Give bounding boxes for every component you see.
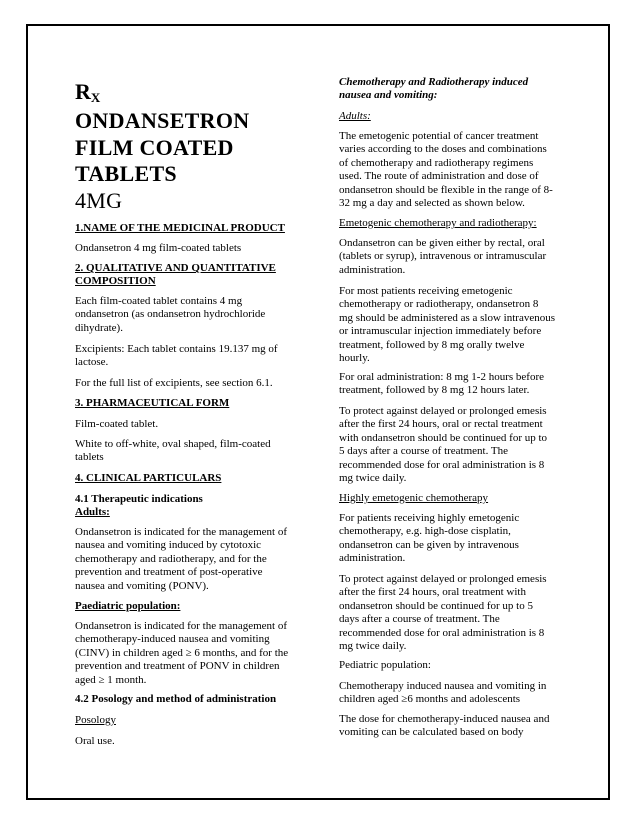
section-4-heading: 4. CLINICAL PARTICULARS — [75, 472, 222, 484]
pediatric-label: Pediatric population: — [339, 659, 431, 671]
posology-label: Posology — [75, 714, 116, 726]
paediatric-label: Paediatric population: — [75, 600, 181, 612]
section-2-heading: 2. QUALITATIVE AND QUANTITATIVE — [75, 262, 276, 274]
product-title — [75, 108, 249, 214]
delayed-emesis-paragraph: To protect against delayed or prolonged emesis after the first 24 hours, oral or rectal treatment with ondansetron should be continued for up to 5 days after a course of treatment. The recommended dose for oral administration is 8 mg twice daily. — [339, 405, 548, 485]
composition-paragraph: Each film-coated tablet contains 4 mg ondansetron (as ondansetron hydrochloride dihydrate). — [75, 295, 266, 334]
section-3-heading: 3. PHARMACEUTICAL FORM — [75, 397, 230, 409]
highly-emetogenic-paragraph: For patients receiving highly emetogenic chemotherapy, e.g. high-dose cisplatin, ondansetron can be given by intravenous administration. — [339, 512, 520, 565]
excipients-paragraph: Excipients: Each tablet contains 19.137 mg of lactose. — [75, 343, 278, 369]
section-4-1-heading: 4.1 Therapeutic indications — [75, 493, 203, 505]
strength: 4MG — [75, 187, 123, 213]
adults-label: Adults: — [75, 506, 110, 518]
emetogenic-potential-paragraph: The emetogenic potential of cancer treatment varies according to the doses and combinations of chemotherapy and radiotherapy regimens used. The route of administration and dose of ondansetron should be flexible in the range of 8- 32 mg a day and selected as shown below. — [339, 130, 553, 210]
highly-delayed-emesis-paragraph: To protect against delayed or prolonged emesis after the first 24 hours, oral treatment with ondansetron should be continued for up to 5 days after a course of treatment. The recommended dose for oral administration is 8 mg twice daily. — [339, 573, 547, 653]
emetogenic-label: Emetogenic chemotherapy and radiotherapy: — [339, 217, 537, 229]
title-line: TABLETS — [75, 161, 177, 186]
dose-calculation-paragraph: The dose for chemotherapy-induced nausea and vomiting can be calculated based on body — [339, 713, 550, 739]
form-text: Film-coated tablet. — [75, 418, 159, 430]
adults-indication: Ondansetron is indicated for the management of nausea and vomiting induced by cytotoxic chemotherapy and radiotherapy, and for the prevention and treatment of post-operative nausea and vomiting (PONV). — [75, 526, 287, 592]
chemo-heading: Chemotherapy and Radiotherapy induced nausea and vomiting: — [339, 76, 529, 102]
section-2-heading: COMPOSITION — [75, 275, 156, 287]
administration-routes-paragraph: Ondansetron can be given either by rectal, oral (tablets or syrup), intravenous or intramuscular administration. — [339, 237, 547, 276]
section-4-2-heading: 4.2 Posology and method of administration — [75, 693, 277, 705]
oral-use-text: Oral use. — [75, 735, 115, 747]
excipients-list-note: For the full list of excipients, see section 6.1. — [75, 377, 273, 389]
form-description: White to off-white, oval shaped, film-coated tablets — [75, 438, 271, 464]
rx-symbol: $R_X$ — [75, 79, 101, 105]
most-patients-paragraph: For most patients receiving emetogenic chemotherapy or radiotherapy, ondansetron 8 mg should be administered as a slow intravenous or intramuscular injection immediately before treatment, followed by 8 mg orally twelve hourly. — [339, 285, 555, 365]
paediatric-indication: Ondansetron is indicated for the management of chemotherapy-induced nausea and vomiting (CINV) in children aged ≥ 6 months, and for the prevention and treatment of PONV in children aged ≥ 1 month. — [75, 620, 289, 686]
section-1-heading: 1.NAME OF THE MEDICINAL PRODUCT — [75, 222, 285, 234]
section-1-text: Ondansetron 4 mg film-coated tablets — [75, 242, 242, 254]
highly-emetogenic-label: Highly emetogenic chemotherapy — [339, 492, 489, 504]
title-line: FILM COATED — [75, 134, 234, 160]
oral-administration-paragraph: For oral administration: 8 mg 1-2 hours before treatment, followed by 8 mg 12 hours later. — [339, 371, 544, 397]
adults-label-right: Adults: — [339, 110, 371, 122]
pediatric-cinv-paragraph: Chemotherapy induced nausea and vomiting in children aged ≥6 months and adolescents — [339, 680, 547, 706]
title-line: ONDANSETRON — [75, 108, 250, 133]
